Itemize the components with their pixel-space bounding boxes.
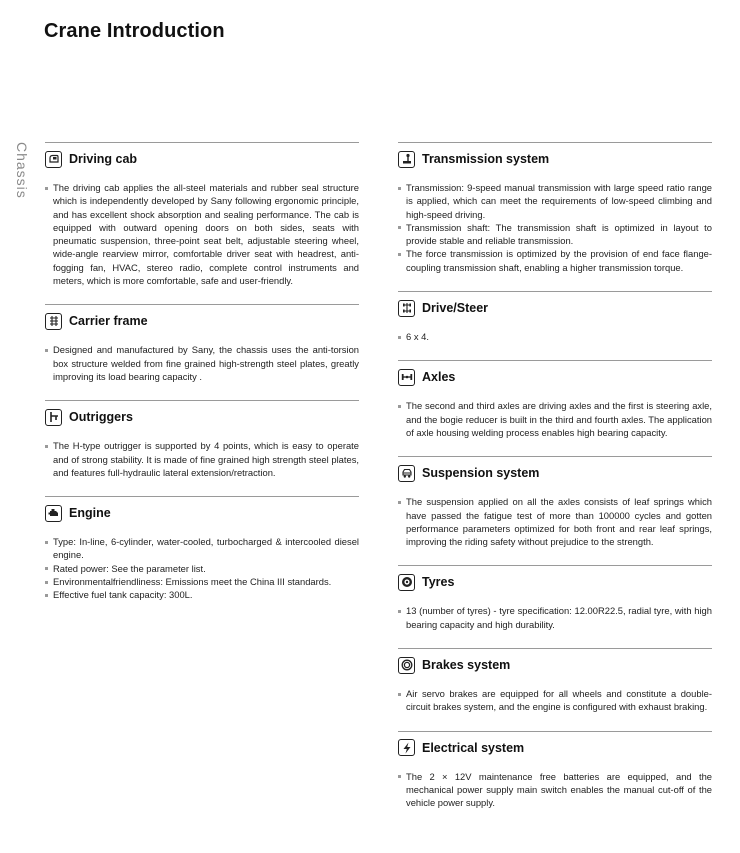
section-header bbox=[398, 571, 712, 593]
section-title: Transmission system bbox=[422, 152, 550, 166]
section-title: Carrier frame bbox=[69, 314, 148, 329]
bullet-item: The force transmission is optimized by the provision of end face flange-coupling transmission shaft, enabling a higher transmission torque. bbox=[398, 247, 712, 274]
brake-icon bbox=[398, 657, 415, 674]
section-engine bbox=[45, 496, 359, 601]
bullet-item: Rated power: See the parameter list. bbox=[45, 562, 359, 575]
axle-icon bbox=[398, 369, 415, 386]
bullet-item: Transmission shaft: The transmission shaft is optimized in layout to provide stable and reliable transmission. bbox=[398, 221, 712, 248]
section-title: Driving cab bbox=[69, 152, 138, 166]
bullet-list bbox=[398, 330, 712, 343]
section-header bbox=[398, 366, 712, 388]
bullet-list bbox=[45, 439, 359, 479]
section-transmission-system bbox=[398, 142, 712, 274]
bullet-list bbox=[45, 535, 359, 601]
section-title: Brakes system bbox=[422, 658, 511, 673]
bullet-item: Air servo brakes are equipped for all wheels and constitute a double-circuit brakes system, and the engine is configured with exhaust braking. bbox=[398, 687, 712, 714]
bullet-item: 13 (number of tyres) - tyre specification: 12.00R22.5, radial tyre, with high bearing capacity and high durability. bbox=[398, 604, 712, 631]
bullet-item: The 2 × 12V maintenance free batteries are equipped, and the mechanical power supply main switch enables the manual cut-off of the vehicle power supply. bbox=[398, 770, 712, 810]
section-header bbox=[45, 406, 359, 428]
bullet-list bbox=[398, 181, 712, 274]
bullet-item: The second and third axles are driving axles and the first is steering axle, and the bogie reducer is built in the third and fourth axles. The application of axle housing welding process enables high bearing capacity. bbox=[398, 399, 712, 439]
outrigger-icon bbox=[45, 409, 62, 426]
section-tyres bbox=[398, 565, 712, 631]
section-carrier-frame bbox=[45, 304, 359, 383]
section-brakes-system bbox=[398, 648, 712, 714]
section-header bbox=[398, 737, 712, 759]
bullet-item: Designed and manufactured by Sany, the chassis uses the anti-torsion box structure welded from fine grained high-strength steel plates, greatly improving its load bearing capacity . bbox=[45, 343, 359, 383]
bullet-item: Environmentalfriendliness: Emissions meet the China III standards. bbox=[45, 575, 359, 588]
side-label: Chassis bbox=[14, 142, 30, 199]
section-suspension-system bbox=[398, 456, 712, 548]
bullet-item: The driving cab applies the all-steel materials and rubber seal structure which is independently developed by Sany following ergonomic principle, and has excellent shock absorption and sealing performance. The cab is equipped with outward opening doors on both sides, seats with pneumatic suspension, three-point seat belt, adjustable steering wheel, wide-angle rearview mirror, comfortable driver seat with headrest, anti-fogging fan, HVAC, stereo radio, complete control instruments and meters, which is more comfortable, safe and user-friendly. bbox=[45, 181, 359, 287]
bullet-list bbox=[398, 770, 712, 810]
section-header bbox=[398, 148, 712, 170]
section-title: Outriggers bbox=[69, 410, 133, 425]
gear-lever-icon bbox=[398, 151, 415, 168]
section-header bbox=[45, 502, 359, 524]
bullet-list bbox=[398, 604, 712, 631]
section-title: Electrical system bbox=[422, 740, 525, 755]
bullet-list bbox=[45, 343, 359, 383]
bullet-item: The suspension applied on all the axles consists of leaf springs which have passed the fatigue test of more than 100000 cycles and gotten performance parameters optimized for both front and rear leaf springs, improving the riding safety without prejudice to the strength. bbox=[398, 495, 712, 548]
section-drive-steer bbox=[398, 291, 712, 343]
bullet-item: Effective fuel tank capacity: 300L. bbox=[45, 588, 359, 601]
section-title: Suspension system bbox=[422, 466, 540, 481]
left-column bbox=[45, 142, 359, 602]
right-column bbox=[398, 142, 712, 810]
bullet-item: Type: In-line, 6-cylinder, water-cooled, turbocharged & intercooled diesel engine. bbox=[45, 535, 359, 562]
section-header bbox=[398, 462, 712, 484]
section-header bbox=[45, 310, 359, 332]
tyre-icon bbox=[398, 574, 415, 591]
bullet-item: 6 x 4. bbox=[398, 330, 712, 343]
suspension-icon bbox=[398, 465, 415, 482]
section-header bbox=[398, 654, 712, 676]
section-title: Drive/Steer bbox=[422, 301, 489, 316]
section-title: Axles bbox=[422, 370, 456, 385]
drive-steer-icon bbox=[398, 300, 415, 317]
bullet-list bbox=[45, 181, 359, 287]
section-driving-cab bbox=[45, 142, 359, 287]
bullet-list bbox=[398, 687, 712, 714]
engine-icon bbox=[45, 505, 62, 522]
section-electrical-system bbox=[398, 731, 712, 810]
section-axles bbox=[398, 360, 712, 439]
section-header bbox=[45, 148, 359, 170]
section-title: Engine bbox=[69, 506, 111, 521]
bullet-item: Transmission: 9-speed manual transmission with large speed ratio range is applied, which can meet the requirements of low-speed climbing and high-speed driving. bbox=[398, 181, 712, 221]
section-title: Tyres bbox=[422, 575, 455, 590]
bullet-item: The H-type outrigger is supported by 4 points, which is easy to operate and of strong stability. It is made of fine grained high strength steel plates, and features full-hydraulic lateral extension/retraction. bbox=[45, 439, 359, 479]
bullet-list bbox=[398, 495, 712, 548]
cab-icon bbox=[45, 151, 62, 168]
bullet-list bbox=[398, 399, 712, 439]
section-outriggers bbox=[45, 400, 359, 479]
section-header bbox=[398, 297, 712, 319]
lightning-icon bbox=[398, 739, 415, 756]
page-title: Crane Introduction bbox=[44, 20, 225, 42]
frame-icon bbox=[45, 313, 62, 330]
